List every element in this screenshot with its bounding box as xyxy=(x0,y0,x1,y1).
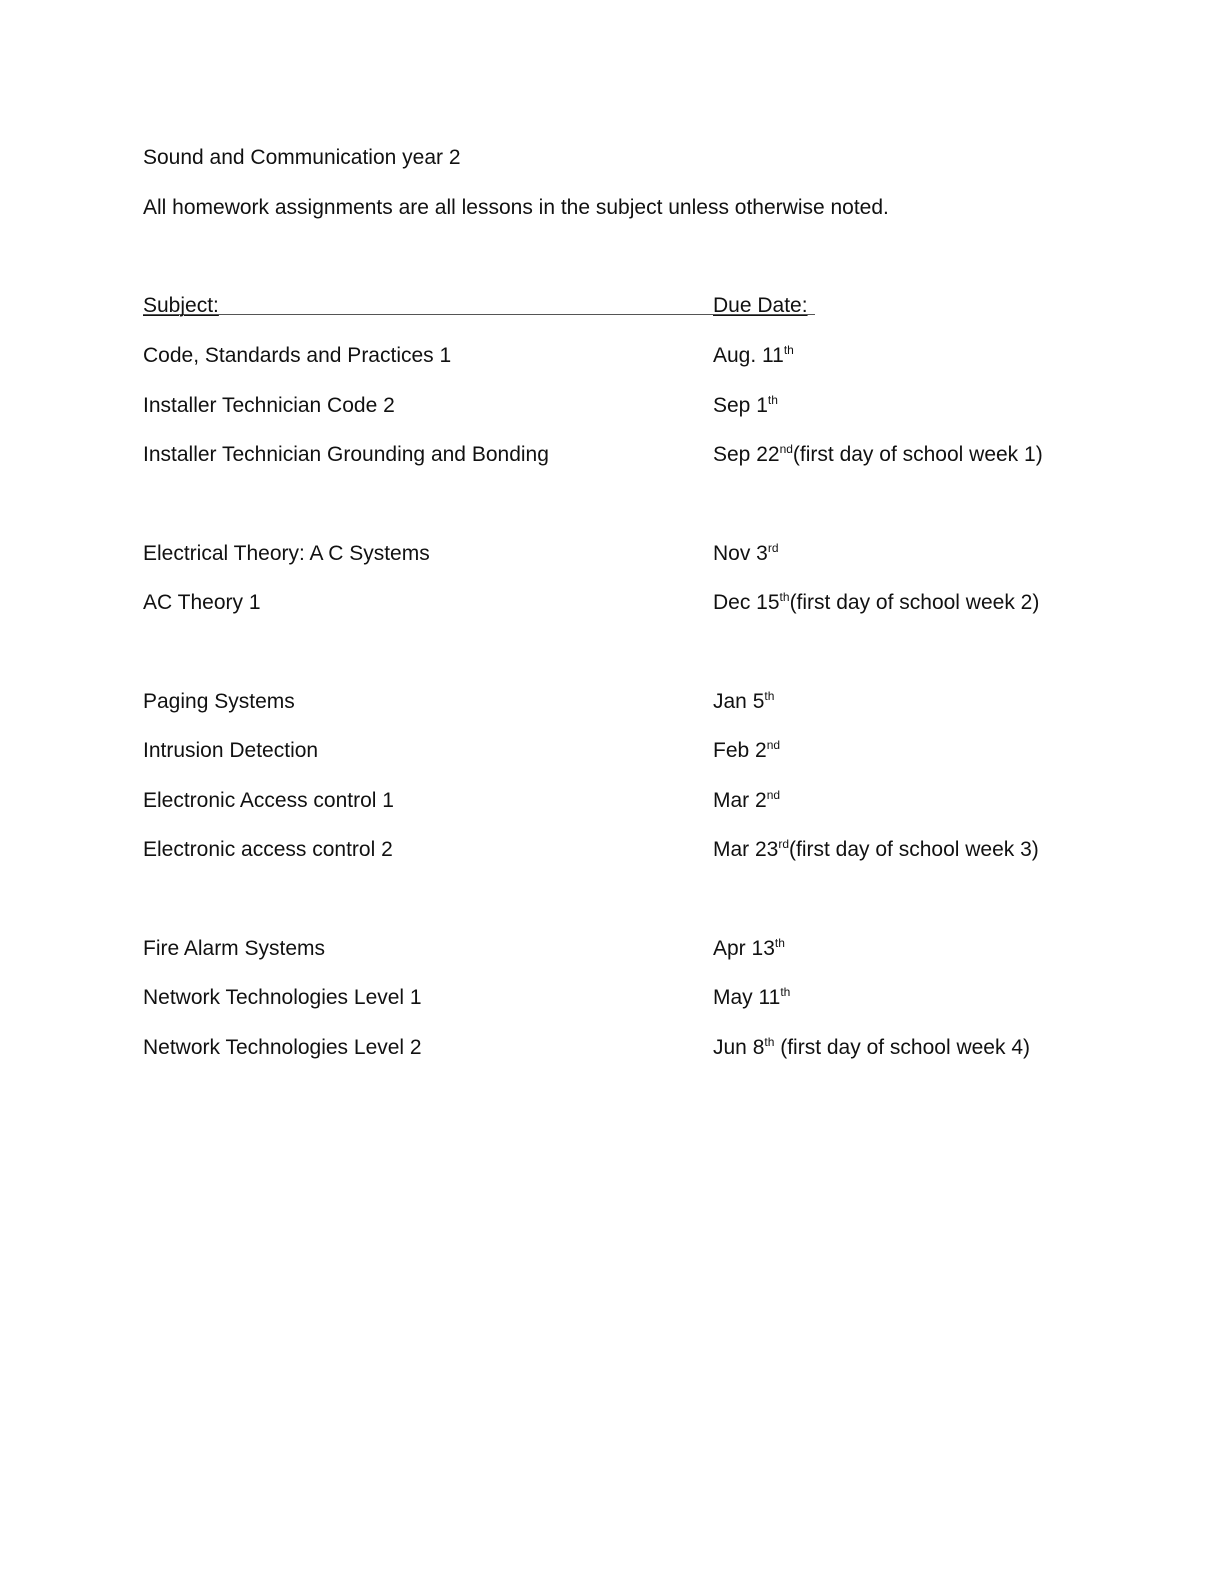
due-date-extra: (first day of school week 1) xyxy=(792,443,1043,466)
date-suffix: th xyxy=(764,689,775,703)
subject-cell: Network Technologies Level 1 xyxy=(143,986,422,1009)
due-date-text: Sep 22 xyxy=(713,443,780,466)
due-date-text: Feb 2 xyxy=(713,739,767,762)
due-date-cell xyxy=(713,1037,1030,1058)
date-suffix: th xyxy=(764,1035,775,1049)
subject-cell: Paging Systems xyxy=(143,690,295,713)
due-date-cell xyxy=(713,740,780,761)
date-suffix: th xyxy=(779,590,790,604)
subject-cell: Network Technologies Level 2 xyxy=(143,1036,422,1059)
date-suffix: th xyxy=(783,343,794,357)
table-row xyxy=(0,691,1224,717)
table-row xyxy=(0,395,1224,421)
document-title: Sound and Communication year 2 xyxy=(143,146,461,169)
subject-column-header: Subject: xyxy=(143,294,219,317)
subject-cell: Electrical Theory: A C Systems xyxy=(143,542,430,565)
subject-cell: Fire Alarm Systems xyxy=(143,937,326,960)
table-row xyxy=(0,987,1224,1013)
due-date-text: Jan 5 xyxy=(713,690,765,713)
date-suffix: rd xyxy=(767,541,779,555)
due-date-extra: (first day of school week 3) xyxy=(789,838,1039,861)
table-row xyxy=(0,790,1224,816)
due-date-cell xyxy=(713,592,1039,613)
due-date-text: Nov 3 xyxy=(713,542,768,565)
date-suffix: nd xyxy=(779,442,793,456)
date-suffix: th xyxy=(767,393,778,407)
table-row xyxy=(0,938,1224,964)
due-date-cell xyxy=(713,543,779,564)
subject-cell: Electronic access control 2 xyxy=(143,838,393,861)
due-date-text: Jun 8 xyxy=(713,1036,765,1059)
table-row xyxy=(0,444,1224,470)
subject-cell: Installer Technician Code 2 xyxy=(143,394,395,417)
due-date-extra: (first day of school week 4) xyxy=(774,1036,1030,1059)
due-date-cell xyxy=(713,345,794,366)
due-date-cell xyxy=(713,790,780,811)
due-date-cell xyxy=(713,691,774,712)
subject-cell: Code, Standards and Practices 1 xyxy=(143,344,452,367)
due-date-cell xyxy=(713,395,778,416)
due-date-cell xyxy=(713,938,785,959)
due-date-cell xyxy=(713,839,1039,860)
homework-note: All homework assignments are all lessons in the subject unless otherwise noted. xyxy=(143,196,889,219)
table-row xyxy=(0,592,1224,618)
date-suffix: rd xyxy=(778,837,790,851)
table-row xyxy=(0,543,1224,569)
subject-cell: Electronic Access control 1 xyxy=(143,789,394,812)
date-suffix: th xyxy=(780,985,791,999)
date-suffix: nd xyxy=(766,788,781,802)
date-suffix: nd xyxy=(766,738,781,752)
subject-cell: Intrusion Detection xyxy=(143,739,319,762)
due-date-text: Mar 23 xyxy=(713,838,779,861)
due-date-cell xyxy=(713,987,790,1008)
table-row xyxy=(0,345,1224,371)
due-date-text: May 11 xyxy=(713,986,781,1009)
table-row xyxy=(0,1037,1224,1063)
subject-cell: AC Theory 1 xyxy=(143,591,261,614)
due-date-text: Dec 15 xyxy=(713,591,780,614)
due-date-text: Mar 2 xyxy=(713,789,767,812)
due-date-cell xyxy=(713,444,1043,465)
date-suffix: th xyxy=(774,936,785,950)
subject-cell: Installer Technician Grounding and Bonding xyxy=(143,443,549,466)
due-date-text: Sep 1 xyxy=(713,394,768,417)
due-date-text: Apr 13 xyxy=(713,937,775,960)
table-row xyxy=(0,740,1224,766)
due-date-extra: (first day of school week 2) xyxy=(789,591,1040,614)
due-date-column-header: Due Date: xyxy=(713,294,808,317)
due-date-text: Aug. 11 xyxy=(713,344,784,367)
table-row xyxy=(0,839,1224,865)
